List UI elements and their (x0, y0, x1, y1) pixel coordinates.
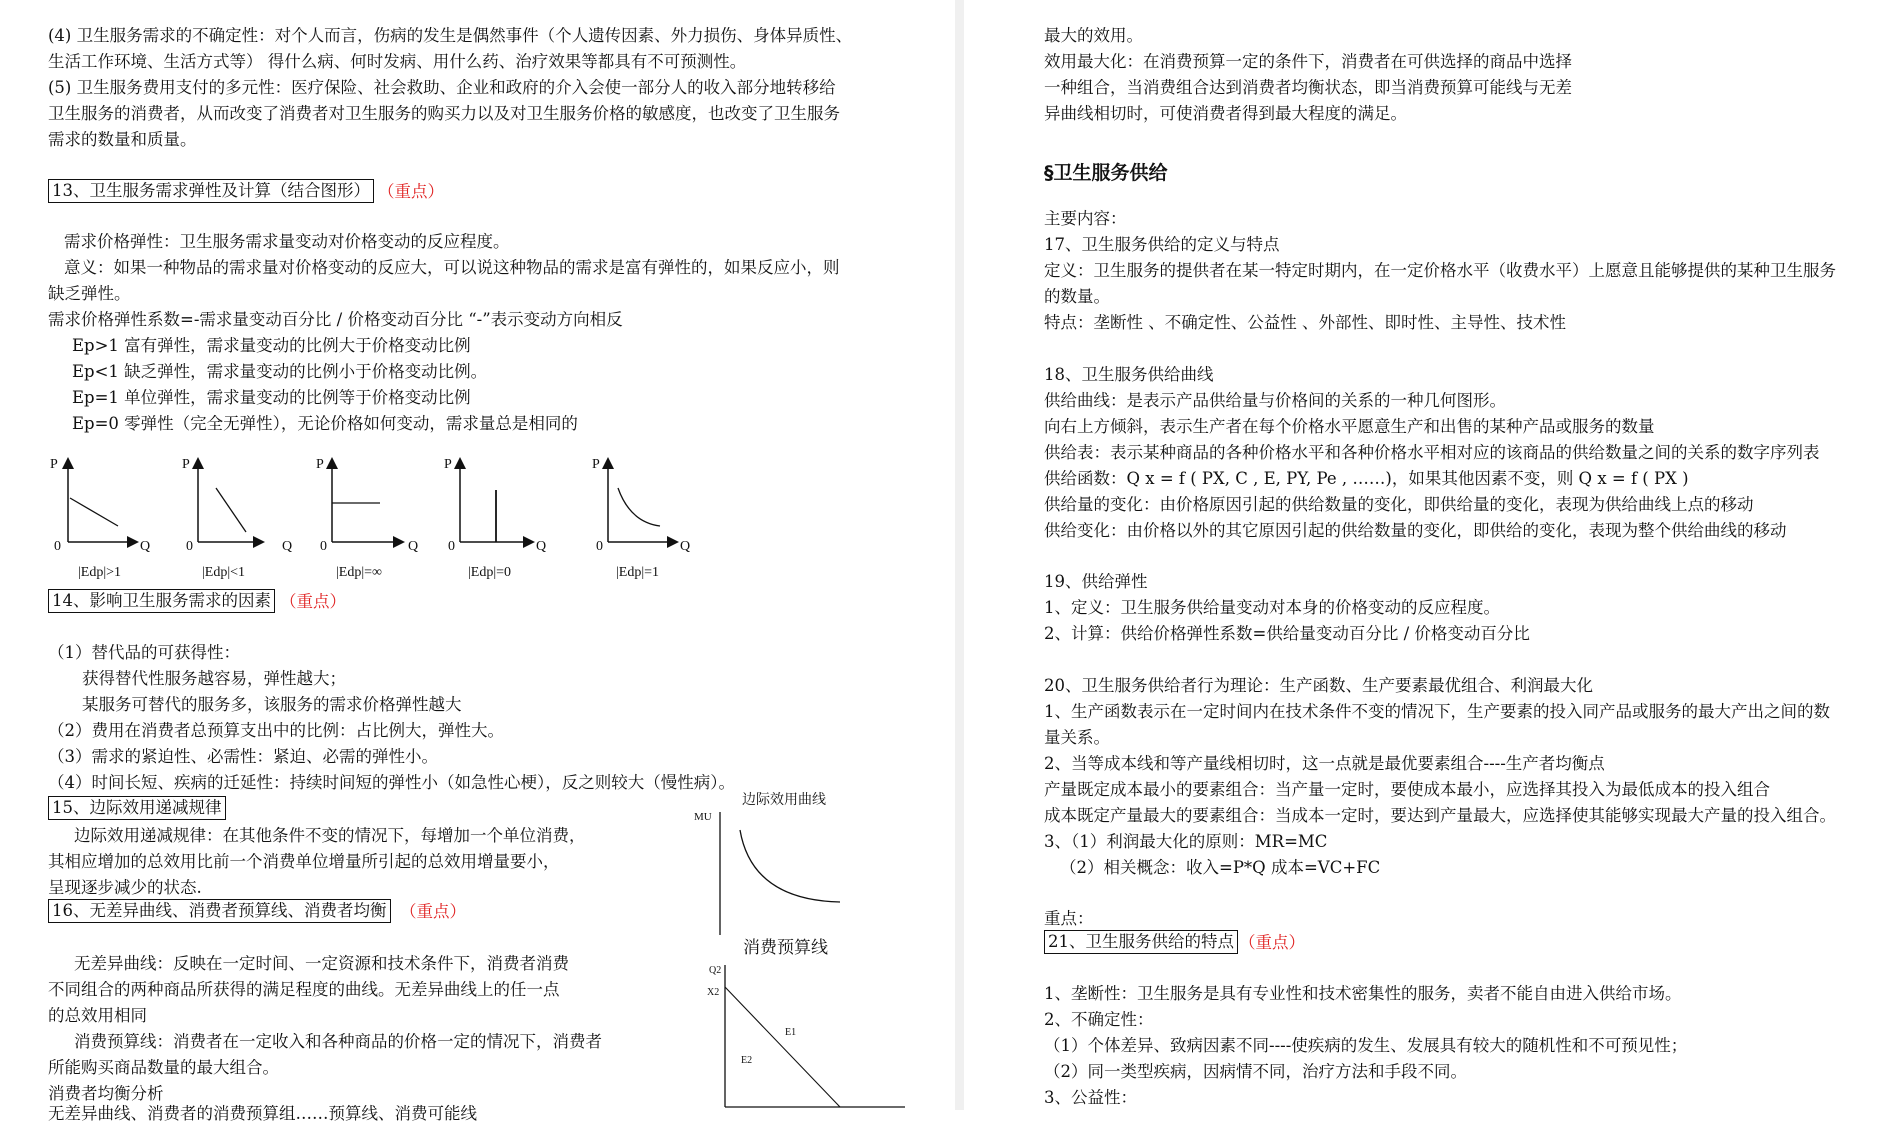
para-5-line-3: 需求的数量和质量。 (48, 130, 197, 149)
section-16-key-tag: （重点） (400, 902, 466, 921)
s19-line-3: 2、计算：供给价格弹性系数=供给量变动百分比 / 价格变动百分比 (1044, 624, 1530, 643)
s13-line-6: Ep<1 缺乏弹性，需求量变动的比例小于价格变动比例。 (72, 362, 488, 381)
s16-line-5: 所能购买商品数量的最大组合。 (48, 1058, 279, 1077)
s20-line-6: 成本既定产量最大的要素组合：当成本一定时，要达到产量最大，应选择使其能够实现最大产量的投入组合。 (1044, 806, 1836, 825)
s18-line-1: 18、卫生服务供给曲线 (1044, 365, 1214, 384)
s16-line-6: 消费者均衡分析 (48, 1084, 164, 1103)
r-top-line-4: 异曲线相切时，可使消费者得到最大程度的满足。 (1044, 104, 1407, 123)
r-top-line-1: 最大的效用。 (1044, 26, 1143, 45)
graph-3-origin: 0 (320, 539, 327, 554)
graph-elastic (50, 457, 150, 580)
s18-line-6: 供给量的变化：由价格原因引起的供给数量的变化，即供给量的变化，表现为供给曲线上点的移动 (1044, 495, 1754, 514)
budget-chart-title: 消费预算线 (743, 938, 828, 957)
r-top-line-2: 效用最大化：在消费预算一定的条件下，消费者在可供选择的商品中选择 (1044, 52, 1572, 71)
s13-line-2: 意义：如果一种物品的需求量对价格变动的反应大，可以说这种物品的需求是富有弹性的，如果反应小，则 (64, 258, 840, 277)
graph-1-origin: 0 (54, 539, 61, 554)
graph-3-caption: |Edp|=∞ (336, 565, 383, 580)
graph-2-origin: 0 (186, 539, 193, 554)
mu-axis-label: MU (694, 811, 712, 823)
s15-line-3: 呈现逐步减少的状态. (48, 878, 202, 897)
s18-line-4: 供给表：表示某种商品的各种价格水平和各种价格水平相对应的该商品的供给数量之间的关系的数字序列表 (1044, 443, 1820, 462)
s13-line-8: Ep=0 零弹性（完全无弹性），无论价格如何变动，需求量总是相同的 (72, 414, 578, 433)
s18-line-3: 向右上方倾斜，表示生产者在每个价格水平愿意生产和出售的某种产品或服务的数量 (1044, 417, 1655, 436)
intro-label: 主要内容： (1044, 209, 1127, 228)
key-label: 重点： (1044, 909, 1094, 928)
s18-line-2: 供给曲线：是表示产品供给量与价格间的关系的一种几何图形。 (1044, 391, 1506, 410)
s13-line-4: 需求价格弹性系数=-需求量变动百分比 / 价格变动百分比 “-”表示变动方向相反 (48, 310, 623, 329)
section-15-title: 15、边际效用递减规律 (48, 796, 226, 820)
s15-line-2: 其相应增加的总效用比前一个消费单位增量所引起的总效用增量要小， (48, 852, 560, 871)
s20-line-5: 产量既定成本最小的要素组合：当产量一定时，要使成本最小，应选择其投入为最低成本的投入组合 (1044, 780, 1770, 799)
s14-line-4: （2）费用在消费者总预算支出中的比例：占比例大，弹性大。 (48, 721, 504, 740)
s13-line-3: 缺乏弹性。 (48, 284, 131, 303)
graph-5-p-label: P (592, 457, 600, 472)
s18-line-7: 供给变化：由价格以外的其它原因引起的供给数量的变化，即供给的变化，表现为整个供给曲线的移动 (1044, 521, 1787, 540)
s16-line-3: 的总效用相同 (48, 1006, 147, 1025)
graph-2-p-label: P (182, 457, 190, 472)
s16-line-1: 无差异曲线：反映在一定时间、一定资源和技术条件下，消费者消费 (74, 954, 569, 973)
para-4-line-1: (4) 卫生服务需求的不确定性：对个人而言，伤病的发生是偶然事件（个人遗传因素、外力损伤、身体异质性、 (48, 26, 853, 45)
graph-perfectly-inelastic (444, 457, 546, 580)
s13-line-7: Ep=1 单位弹性，需求量变动的比例等于价格变动比例 (72, 388, 471, 407)
s20-line-3: 量关系。 (1044, 728, 1110, 747)
section-21-title: 21、卫生服务供给的特点 (1044, 930, 1238, 954)
budget-line-chart (705, 935, 905, 1110)
s17-line-3: 的数量。 (1044, 287, 1110, 306)
para-5-line-1: (5) 卫生服务费用支付的多元性：医疗保险、社会救助、企业和政府的介入会使一部分人的收入部分地转移给 (48, 78, 836, 97)
r-top-line-3: 一种组合，当消费组合达到消费者均衡状态，即当消费预算可能线与无差 (1044, 78, 1572, 97)
s14-line-5: （3）需求的紧迫性、必需性：紧迫、必需的弹性小。 (48, 747, 438, 766)
s14-line-2: 获得替代性服务越容易，弹性越大； (82, 669, 346, 688)
s21-line-2: 2、不确定性： (1044, 1010, 1154, 1029)
graph-2-q-label: Q (282, 539, 293, 554)
s21-line-4: （2）同一类型疾病，因病情不同，治疗方法和手段不同。 (1044, 1062, 1467, 1081)
s17-line-4: 特点：垄断性 、不确定性、公益性 、外部性、即时性、主导性、技术性 (1044, 313, 1566, 332)
s14-line-3: 某服务可替代的服务多，该服务的需求价格弹性越大 (82, 695, 462, 714)
graph-1-caption: |Edp|>1 (78, 565, 122, 580)
s20-line-2: 1、生产函数表示在一定时间内在技术条件不变的情况下，生产要素的投入同产品或服务的最大产出之间的数 (1044, 702, 1830, 721)
s15-line-1: 边际效用递减规律：在其他条件不变的情况下，每增加一个单位消费， (74, 826, 586, 845)
section-21-key-tag: （重点） (1239, 933, 1305, 952)
s21-line-5: 3、公益性： (1044, 1088, 1137, 1107)
graph-5-origin: 0 (596, 539, 603, 554)
graph-4-caption: |Edp|=0 (468, 565, 512, 580)
section-16-title: 16、无差异曲线、消费者预算线、消费者均衡 (48, 899, 391, 923)
graph-5-q-label: Q (680, 539, 691, 554)
graph-perfectly-elastic (316, 457, 418, 580)
para-4-line-2: 生活工作环境、生活方式等） 得什么病、何时发病、用什么药、治疗效果等都具有不可预测性。 (48, 52, 747, 71)
s19-line-2: 1、定义：卫生服务供给量变动对本身的价格变动的反应程度。 (1044, 598, 1500, 617)
section-14-key-tag: （重点） (280, 592, 346, 611)
supply-heading: §卫生服务供给 (1044, 162, 1168, 184)
s16-line-2: 不同组合的两种商品所获得的满足程度的曲线。无差异曲线上的任一点 (48, 980, 560, 999)
graph-unit-elastic (592, 457, 690, 580)
budget-x2-label: X2 (707, 987, 720, 998)
s21-line-3: （1）个体差异、致病因素不同----使疾病的发生、发展具有较大的随机性和不可预见性； (1044, 1036, 1688, 1055)
s18-line-5: 供给函数：Q x = f ( PX, C , E, PY, Pe , ……)，如果其他因素不变，则 Q x = f ( PX ) (1044, 469, 1689, 488)
page-gutter (955, 0, 964, 1110)
section-13-key-tag: （重点） (378, 182, 444, 201)
graph-3-q-label: Q (408, 539, 419, 554)
graph-4-p-label: P (444, 457, 452, 472)
graph-1-p-label: P (50, 457, 58, 472)
s20-line-8: （2）相关概念：收入=P*Q 成本=VC+FC (1060, 858, 1381, 877)
s17-line-1: 17、卫生服务供给的定义与特点 (1044, 235, 1280, 254)
s13-line-1: 需求价格弹性：卫生服务需求量变动对价格变动的反应程度。 (64, 232, 510, 251)
s19-line-1: 19、供给弹性 (1044, 572, 1148, 591)
section-14-title: 14、影响卫生服务需求的因素 (48, 589, 275, 613)
graph-4-origin: 0 (448, 539, 455, 554)
graph-5-caption: |Edp|=1 (616, 565, 660, 580)
elasticity-graphs (40, 450, 700, 585)
s16-line-7: 无差异曲线、消费者的消费预算组……预算线、消费可能线 (48, 1104, 477, 1123)
graph-4-q-label: Q (536, 539, 547, 554)
graph-inelastic (182, 457, 292, 580)
s20-line-1: 20、卫生服务供给者行为理论：生产函数、生产要素最优组合、利润最大化 (1044, 676, 1593, 695)
budget-q2-label: Q2 (709, 965, 722, 976)
para-5-line-2: 卫生服务的消费者，从而改变了消费者对卫生服务的购买力以及对卫生服务价格的敏感度，也改变了卫生服务 (48, 104, 840, 123)
graph-3-p-label: P (316, 457, 324, 472)
budget-e2-label: E2 (741, 1055, 753, 1066)
budget-e1-label: E1 (785, 1027, 797, 1038)
s21-line-1: 1、垄断性：卫生服务是具有专业性和技术密集性的服务，卖者不能自由进入供给市场。 (1044, 984, 1682, 1003)
graph-1-q-label: Q (140, 539, 151, 554)
s16-line-4: 消费预算线：消费者在一定收入和各种商品的价格一定的情况下，消费者 (74, 1032, 602, 1051)
right-page (964, 0, 1896, 1110)
s20-line-4: 2、当等成本线和等产量线相切时，这一点就是最优要素组合----生产者均衡点 (1044, 754, 1605, 773)
s17-line-2: 定义：卫生服务的提供者在某一特定时期内，在一定价格水平（收费水平）上愿意且能够提供的某种卫生服务 (1044, 261, 1836, 280)
s13-line-5: Ep>1 富有弹性，需求量变动的比例大于价格变动比例 (72, 336, 471, 355)
marginal-utility-chart (690, 790, 900, 940)
s20-line-7: 3、（1）利润最大化的原则：MR=MC (1044, 832, 1328, 851)
s14-line-6: （4）时间长短、疾病的迁延性：持续时间短的弹性小（如急性心梗），反之则较大（慢性病）。 (48, 773, 735, 792)
mu-chart-title: 边际效用曲线 (742, 793, 826, 808)
section-13-title: 13、卫生服务需求弹性及计算（结合图形） (48, 179, 374, 203)
graph-2-caption: |Edp|<1 (202, 565, 246, 580)
s14-line-1: （1）替代品的可获得性： (48, 643, 240, 662)
